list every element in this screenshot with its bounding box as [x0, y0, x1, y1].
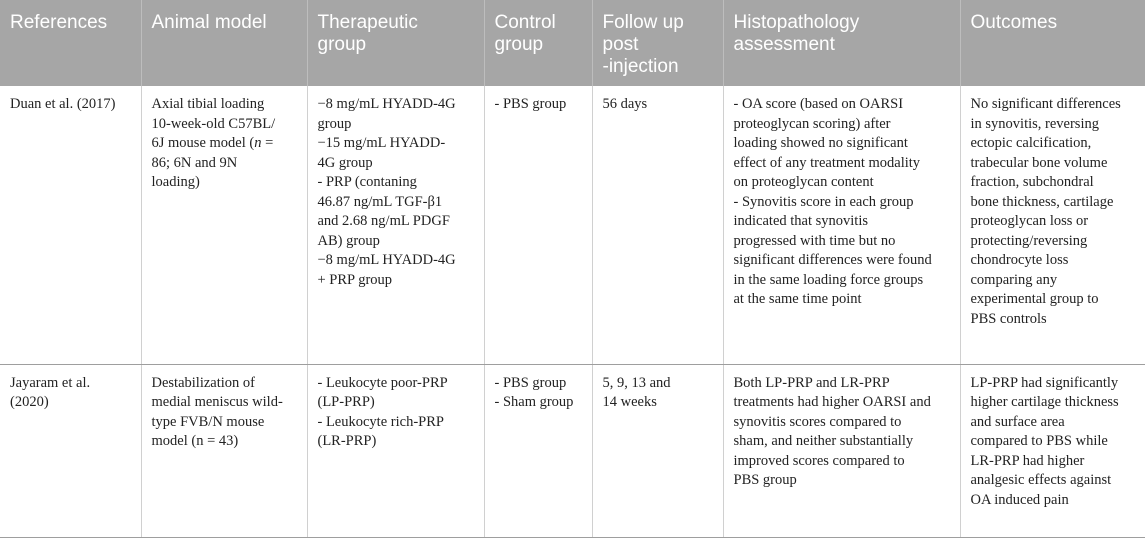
cell-text: medial meniscus wild-	[151, 394, 283, 410]
cell-text: - PBS group	[494, 96, 567, 112]
cell-text: in the same loading force groups	[733, 271, 924, 288]
cell-text: No significant differences	[970, 96, 1121, 112]
cell-text: - OA score (based on OARSI	[733, 96, 904, 112]
cell-text: + PRP group	[317, 271, 393, 288]
cell-text: analgesic effects against	[970, 472, 1112, 488]
cell-text: (LP-PRP)	[317, 394, 375, 410]
cell-text: indicated that synovitis	[733, 213, 869, 229]
cell-therapeutic-group	[307, 364, 484, 537]
header-text: Histopathology	[733, 12, 860, 33]
header-control-group	[484, 0, 592, 86]
cell-text: protecting/reversing	[970, 232, 1088, 249]
cell-text: chondrocyte loss	[970, 252, 1069, 268]
cell-follow-up	[592, 86, 723, 364]
cell-references	[0, 86, 141, 364]
cell-text: - Leukocyte poor-PRP	[317, 374, 448, 391]
cell-text: trabecular bone volume	[970, 154, 1108, 171]
cell-text-with-n	[152, 134, 297, 154]
cell-text: - PRP (contaning	[317, 174, 417, 190]
cell-therapeutic-group	[307, 86, 484, 364]
header-text: -injection	[602, 56, 679, 77]
cell-text: −8 mg/mL HYADD-4G	[317, 96, 456, 112]
header-text: Therapeutic	[317, 12, 418, 33]
cell-text: (2020)	[10, 394, 49, 410]
cell-text: progressed with time but no	[733, 232, 896, 249]
cell-text: Axial tibial loading	[151, 96, 265, 112]
header-row	[0, 0, 1145, 86]
cell-text: significant differences were found	[733, 252, 932, 268]
cell-text: in synovitis, reversing	[970, 115, 1099, 132]
cell-text: loading)	[151, 174, 200, 190]
cell-text: synovitis scores compared to	[733, 413, 902, 430]
cell-text: ectopic calcification,	[970, 135, 1092, 151]
cell-text: Duan et al. (2017)	[10, 96, 116, 112]
cell-text: Both LP-PRP and LR-PRP	[733, 374, 890, 391]
cell-animal-model	[141, 364, 307, 537]
cell-animal-model	[141, 86, 307, 364]
cell-text: and 2.68 ng/mL PDGF	[317, 213, 450, 229]
cell-text: treatments had higher OARSI and	[733, 394, 931, 410]
header-text: Follow up	[602, 12, 684, 33]
cell-histopathology	[723, 86, 960, 364]
cell-text: 46.87 ng/mL TGF-β1	[317, 193, 443, 210]
cell-references	[0, 364, 141, 537]
header-follow-up	[592, 0, 723, 86]
cell-text: at the same time point	[733, 291, 862, 307]
cell-text: Jayaram et al.	[10, 374, 91, 391]
cell-text: - Synovitis score in each group	[733, 193, 914, 210]
cell-text: improved scores compared to	[733, 452, 905, 469]
cell-text: proteoglycan loss or	[970, 213, 1089, 229]
cell-text: group	[317, 115, 352, 132]
cell-text: proteoglycan scoring) after	[733, 115, 891, 132]
cell-text: type FVB/N mouse	[151, 413, 265, 430]
header-text: group	[494, 34, 544, 55]
cell-text: - Sham group	[494, 394, 574, 410]
n-symbol: n	[254, 135, 262, 151]
cell-text: AB) group	[317, 232, 380, 249]
cell-text: 5, 9, 13 and	[602, 374, 671, 391]
cell-text: LR-PRP had higher	[970, 452, 1085, 469]
cell-text: experimental group to	[970, 291, 1099, 307]
header-histopathology	[723, 0, 960, 86]
header-outcomes	[960, 0, 1145, 86]
cell-text: 6J mouse model (	[151, 135, 255, 151]
table-row	[0, 86, 1145, 364]
header-therapeutic-group	[307, 0, 484, 86]
cell-histopathology	[723, 364, 960, 537]
cell-text: OA induced pain	[970, 491, 1069, 508]
header-text: Control	[494, 12, 556, 33]
cell-text: −8 mg/mL HYADD-4G	[317, 252, 456, 268]
header-text: assessment	[733, 34, 835, 55]
cell-text: 4G group	[317, 154, 373, 171]
cell-text: 86; 6N and 9N	[151, 154, 238, 171]
cell-text: (LR-PRP)	[317, 433, 377, 449]
cell-text: PBS controls	[970, 310, 1047, 327]
header-animal-model	[141, 0, 307, 86]
header-text: post	[602, 34, 639, 55]
cell-text: PBS group	[733, 472, 797, 488]
cell-text: fraction, subchondral	[970, 174, 1094, 190]
cell-text: sham, and neither substantially	[733, 433, 914, 449]
cell-text: Destabilization of	[151, 374, 255, 391]
cell-text: and surface area	[970, 413, 1065, 430]
cell-control-group	[484, 86, 592, 364]
table-row	[0, 364, 1145, 537]
header-text: Outcomes	[970, 12, 1058, 33]
cell-follow-up	[592, 364, 723, 537]
cell-text: =	[261, 135, 274, 151]
header-references	[0, 0, 141, 86]
cell-text: compared to PBS while	[970, 433, 1108, 449]
cell-text: bone thickness, cartilage	[970, 193, 1114, 210]
cell-text: 14 weeks	[602, 394, 657, 410]
cell-text: 10-week-old C57BL/	[151, 115, 276, 132]
cell-text: −15 mg/mL HYADD-	[317, 135, 446, 151]
cell-text: 56 days	[602, 96, 648, 112]
cell-outcomes	[960, 364, 1145, 537]
header-text: References	[10, 12, 108, 33]
cell-outcomes	[960, 86, 1145, 364]
header-text: Animal model	[151, 12, 267, 33]
cell-text: - Leukocyte rich-PRP	[317, 413, 444, 430]
cell-text: loading showed no significant	[733, 135, 908, 151]
cell-text: comparing any	[970, 271, 1058, 288]
cell-text: effect of any treatment modality	[733, 154, 921, 171]
cell-text: model (n = 43)	[151, 433, 239, 449]
cell-text: - PBS group	[494, 374, 567, 391]
header-text: group	[317, 34, 367, 55]
cell-text: LP-PRP had significantly	[970, 374, 1119, 391]
cell-text: higher cartilage thickness	[970, 394, 1119, 410]
cell-control-group	[484, 364, 592, 537]
cell-text: on proteoglycan content	[733, 174, 874, 190]
